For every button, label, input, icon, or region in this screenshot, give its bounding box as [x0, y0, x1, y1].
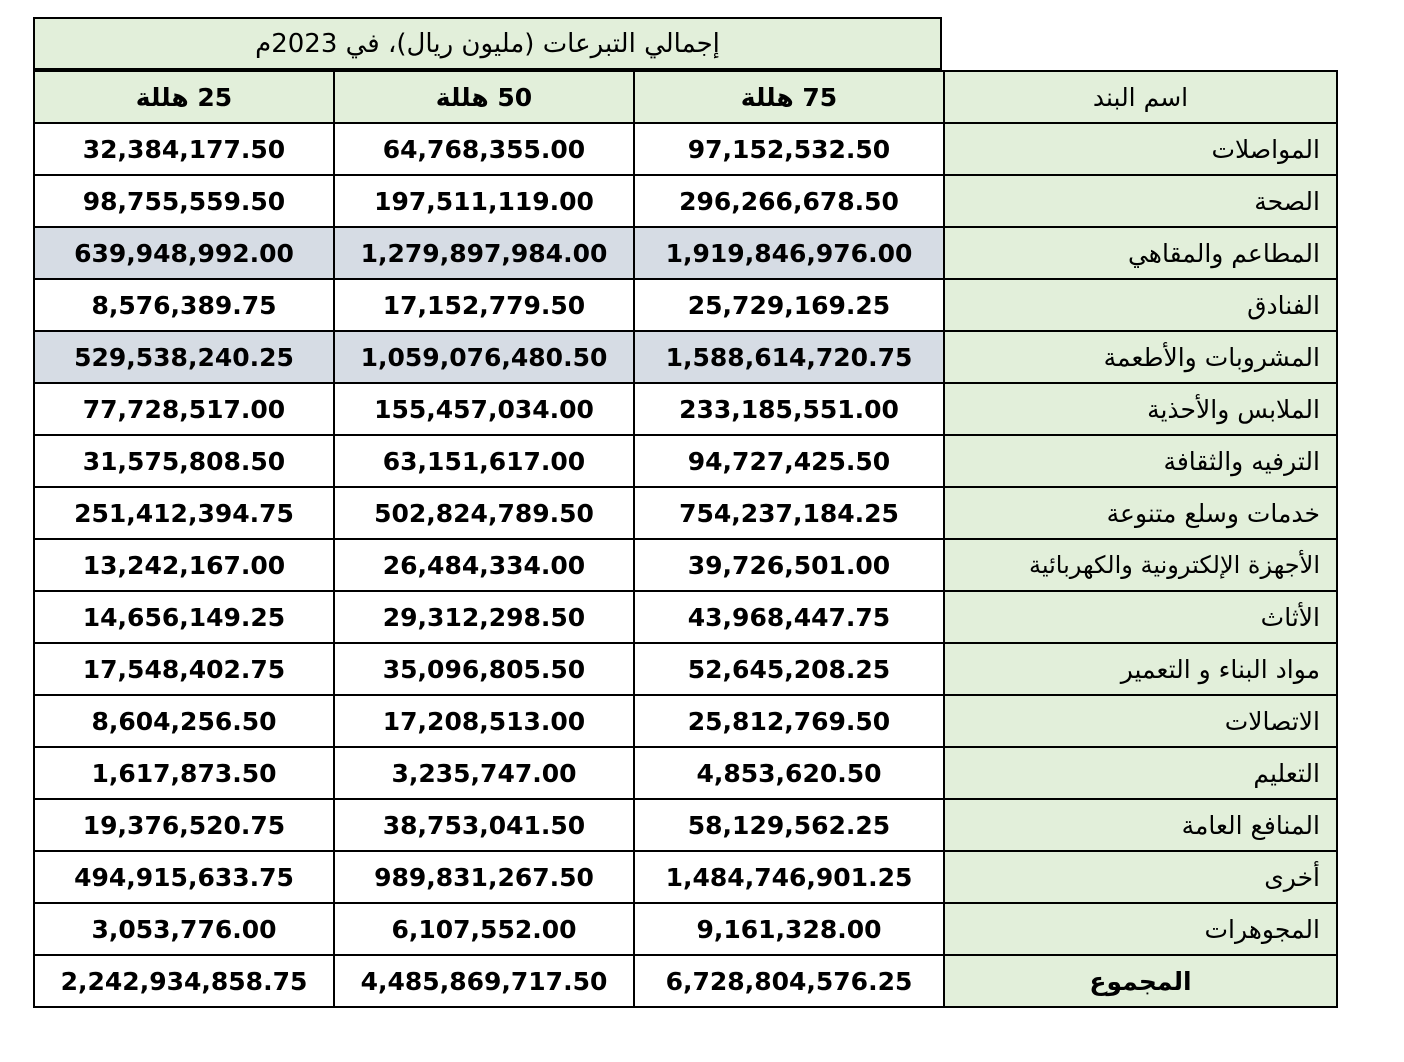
- cell-25: 13,242,167.00: [34, 539, 334, 591]
- total-75: 6,728,804,576.25: [634, 955, 944, 1007]
- total-label: المجموع: [944, 955, 1337, 1007]
- cell-75: 39,726,501.00: [634, 539, 944, 591]
- cell-50: 29,312,298.50: [334, 591, 634, 643]
- donations-table: [33, 70, 1338, 1008]
- row-label: أخرى: [944, 851, 1337, 903]
- cell-25: 32,384,177.50: [34, 123, 334, 175]
- row-label: المجوهرات: [944, 903, 1337, 955]
- cell-75: 1,588,614,720.75: [634, 331, 944, 383]
- cell-75: 97,152,532.50: [634, 123, 944, 175]
- cell-75: 754,237,184.25: [634, 487, 944, 539]
- cell-75: 233,185,551.00: [634, 383, 944, 435]
- row-label: خدمات وسلع متنوعة: [944, 487, 1337, 539]
- row-label: الصحة: [944, 175, 1337, 227]
- table-row: [34, 175, 1337, 227]
- header-75-halala: 75 هللة: [634, 71, 944, 123]
- table-row: [34, 331, 1337, 383]
- cell-25: 14,656,149.25: [34, 591, 334, 643]
- row-label: الاتصالات: [944, 695, 1337, 747]
- header-item-name: اسم البند: [944, 71, 1337, 123]
- cell-50: 155,457,034.00: [334, 383, 634, 435]
- total-50: 4,485,869,717.50: [334, 955, 634, 1007]
- row-label: الأجهزة الإلكترونية والكهربائية: [944, 539, 1337, 591]
- table-row: [34, 851, 1337, 903]
- cell-75: 4,853,620.50: [634, 747, 944, 799]
- row-label: الأثاث: [944, 591, 1337, 643]
- row-label: مواد البناء و التعمير: [944, 643, 1337, 695]
- cell-75: 25,729,169.25: [634, 279, 944, 331]
- cell-50: 63,151,617.00: [334, 435, 634, 487]
- table-row: [34, 643, 1337, 695]
- cell-75: 43,968,447.75: [634, 591, 944, 643]
- row-label: الفنادق: [944, 279, 1337, 331]
- row-label: المنافع العامة: [944, 799, 1337, 851]
- table-row: [34, 695, 1337, 747]
- cell-75: 296,266,678.50: [634, 175, 944, 227]
- table-row: [34, 487, 1337, 539]
- row-label: الترفيه والثقافة: [944, 435, 1337, 487]
- cell-25: 494,915,633.75: [34, 851, 334, 903]
- cell-50: 989,831,267.50: [334, 851, 634, 903]
- table-row: [34, 383, 1337, 435]
- cell-50: 6,107,552.00: [334, 903, 634, 955]
- cell-25: 3,053,776.00: [34, 903, 334, 955]
- row-label: الملابس والأحذية: [944, 383, 1337, 435]
- cell-50: 64,768,355.00: [334, 123, 634, 175]
- cell-25: 98,755,559.50: [34, 175, 334, 227]
- cell-75: 94,727,425.50: [634, 435, 944, 487]
- cell-75: 1,919,846,976.00: [634, 227, 944, 279]
- total-row: [34, 955, 1337, 1007]
- row-label: المشروبات والأطعمة: [944, 331, 1337, 383]
- cell-50: 1,059,076,480.50: [334, 331, 634, 383]
- cell-50: 502,824,789.50: [334, 487, 634, 539]
- cell-75: 1,484,746,901.25: [634, 851, 944, 903]
- cell-75: 52,645,208.25: [634, 643, 944, 695]
- cell-25: 1,617,873.50: [34, 747, 334, 799]
- cell-75: 58,129,562.25: [634, 799, 944, 851]
- table-row: [34, 799, 1337, 851]
- cell-25: 19,376,520.75: [34, 799, 334, 851]
- table-row: [34, 539, 1337, 591]
- cell-25: 77,728,517.00: [34, 383, 334, 435]
- cell-75: 25,812,769.50: [634, 695, 944, 747]
- cell-50: 38,753,041.50: [334, 799, 634, 851]
- cell-50: 26,484,334.00: [334, 539, 634, 591]
- cell-50: 17,152,779.50: [334, 279, 634, 331]
- table-row: [34, 747, 1337, 799]
- cell-50: 3,235,747.00: [334, 747, 634, 799]
- header-row: [34, 71, 1337, 123]
- header-50-halala: 50 هللة: [334, 71, 634, 123]
- table-row: [34, 903, 1337, 955]
- table-row: [34, 435, 1337, 487]
- cell-25: 251,412,394.75: [34, 487, 334, 539]
- cell-50: 35,096,805.50: [334, 643, 634, 695]
- row-label: التعليم: [944, 747, 1337, 799]
- cell-25: 639,948,992.00: [34, 227, 334, 279]
- cell-25: 8,576,389.75: [34, 279, 334, 331]
- cell-75: 9,161,328.00: [634, 903, 944, 955]
- cell-25: 31,575,808.50: [34, 435, 334, 487]
- cell-25: 17,548,402.75: [34, 643, 334, 695]
- cell-50: 197,511,119.00: [334, 175, 634, 227]
- cell-25: 529,538,240.25: [34, 331, 334, 383]
- row-label: المطاعم والمقاهي: [944, 227, 1337, 279]
- row-label: المواصلات: [944, 123, 1337, 175]
- table-row: [34, 227, 1337, 279]
- header-25-halala: 25 هللة: [34, 71, 334, 123]
- table-row: [34, 591, 1337, 643]
- table-row: [34, 123, 1337, 175]
- cell-50: 1,279,897,984.00: [334, 227, 634, 279]
- total-25: 2,242,934,858.75: [34, 955, 334, 1007]
- table-row: [34, 279, 1337, 331]
- cell-50: 17,208,513.00: [334, 695, 634, 747]
- table-title: إجمالي التبرعات (مليون ريال)، في 2023م: [33, 17, 942, 70]
- cell-25: 8,604,256.50: [34, 695, 334, 747]
